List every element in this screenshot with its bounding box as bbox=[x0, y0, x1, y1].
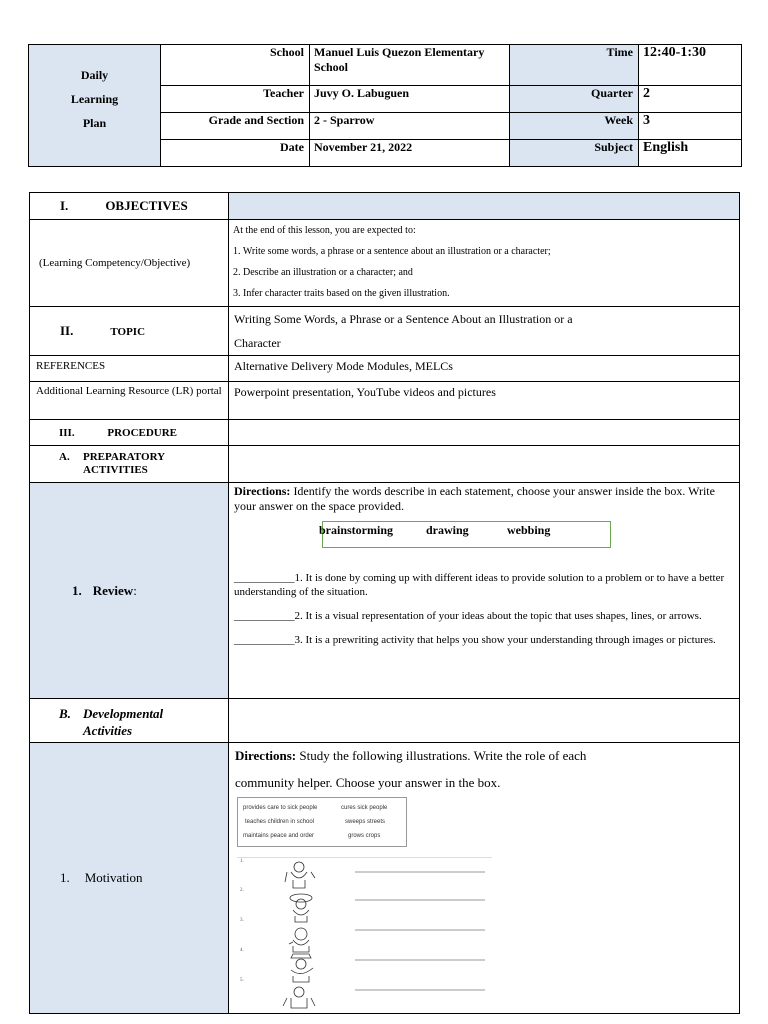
review-directions: Identify the words describe in each statement, choose your answer inside the box. Write your answer on the space provided. bbox=[234, 484, 715, 513]
helper-item-number: 1. bbox=[240, 859, 244, 864]
quarter-label: Quarter bbox=[510, 86, 639, 113]
role-choice: provides care to sick people bbox=[243, 805, 318, 811]
lesson-table bbox=[29, 192, 740, 1014]
week-label: Week bbox=[510, 113, 639, 140]
motivation-directions-label: Directions: bbox=[235, 748, 297, 763]
topic-number: II. bbox=[60, 323, 74, 338]
developmental-line: Activities bbox=[83, 723, 133, 738]
motivation-number: 1. bbox=[60, 870, 70, 885]
motivation-label-cell bbox=[30, 743, 229, 1014]
procedure-number: III. bbox=[59, 426, 75, 439]
topic-line: Writing Some Words, a Phrase or a Sentence About an Illustration or a bbox=[234, 312, 573, 326]
teacher-value: Juvy O. Labuguen bbox=[310, 86, 510, 113]
dlp-title-line: Daily bbox=[80, 68, 109, 82]
word-bank-item: drawing bbox=[426, 523, 469, 537]
objective-item: 3. Infer character traits based on the given illustration. bbox=[233, 288, 450, 299]
lr-value: Powerpoint presentation, YouTube videos and pictures bbox=[229, 382, 740, 420]
motivation-directions-line: community helper. Choose your answer in the box. bbox=[235, 775, 501, 790]
review-item-text: 2. It is a visual representation of your ideas about the topic that uses shapes, lines, or arrows. bbox=[294, 610, 702, 622]
lr-label: Additional Learning Resource (LR) portal bbox=[30, 382, 229, 420]
school-label: School bbox=[161, 45, 310, 86]
teacher-label: Teacher bbox=[161, 86, 310, 113]
grade-value: 2 - Sparrow bbox=[310, 113, 510, 140]
objectives-heading: OBJECTIVES bbox=[105, 198, 188, 213]
school-value: Manuel Luis Quezon Elementary School bbox=[310, 45, 510, 86]
review-content bbox=[229, 483, 740, 699]
review-colon: : bbox=[133, 582, 137, 598]
helper-item-number: 4. bbox=[240, 948, 244, 953]
role-choice: teaches children in school bbox=[245, 819, 315, 825]
week-value: 3 bbox=[639, 113, 742, 140]
preparatory-line: PREPARATORY bbox=[83, 451, 166, 463]
objectives-content bbox=[229, 220, 740, 307]
review-directions-label: Directions: bbox=[234, 484, 291, 498]
time-value: 12:40-1:30 bbox=[639, 45, 742, 86]
preparatory-line: ACTIVITIES bbox=[83, 464, 148, 476]
competency-cell bbox=[30, 220, 229, 307]
review-item bbox=[234, 609, 734, 623]
objectives-header-fill bbox=[229, 193, 740, 220]
competency-label: (Learning Competency/Objective) bbox=[39, 257, 191, 269]
header-table bbox=[28, 44, 742, 167]
answer-blank: ___________ bbox=[234, 634, 295, 646]
role-choice: cures sick people bbox=[341, 805, 388, 811]
subject-value: English bbox=[639, 140, 742, 167]
date-value: November 21, 2022 bbox=[310, 140, 510, 167]
objectives-number: I. bbox=[60, 198, 69, 213]
dlp-title-cell bbox=[29, 45, 161, 167]
preparatory-cell bbox=[30, 446, 229, 483]
objectives-intro: At the end of this lesson, you are expected to: bbox=[233, 225, 416, 236]
helper-item-number: 5. bbox=[240, 978, 244, 983]
procedure-cell bbox=[30, 420, 229, 446]
dlp-title-line: Plan bbox=[82, 116, 107, 130]
community-helpers-illustration bbox=[237, 857, 492, 1010]
date-label: Date bbox=[161, 140, 310, 167]
dlp-title-line: Learning bbox=[70, 92, 119, 106]
answer-blank: ___________ bbox=[234, 610, 295, 622]
objective-item: 2. Describe an illustration or a character; and bbox=[233, 267, 413, 278]
objective-item: 1. Write some words, a phrase or a sentence about an illustration or a character; bbox=[233, 246, 551, 257]
role-choice: sweeps streets bbox=[345, 819, 386, 825]
word-bank-item: brainstorming bbox=[319, 523, 394, 537]
topic-heading-cell bbox=[30, 307, 229, 356]
references-value: Alternative Delivery Mode Modules, MELCs bbox=[229, 356, 740, 382]
preparatory-empty-cell bbox=[229, 446, 740, 483]
review-item bbox=[234, 571, 734, 599]
role-choice: grows crops bbox=[348, 833, 381, 839]
grade-label: Grade and Section bbox=[161, 113, 310, 140]
review-number: 1. bbox=[72, 582, 82, 598]
subject-label: Subject bbox=[510, 140, 639, 167]
developmental-number: B. bbox=[59, 706, 71, 721]
word-bank-item: webbing bbox=[507, 523, 551, 537]
developmental-empty-cell bbox=[229, 699, 740, 743]
review-item bbox=[234, 633, 734, 647]
motivation-content bbox=[229, 743, 740, 1014]
topic-heading: TOPIC bbox=[110, 326, 146, 338]
answer-blank: ___________ bbox=[234, 572, 295, 584]
review-label-cell bbox=[30, 483, 229, 699]
role-choice: maintains peace and order bbox=[243, 833, 315, 839]
review-item-text: 3. It is a prewriting activity that helps you show your understanding through images or pictures. bbox=[294, 634, 716, 646]
references-label: REFERENCES bbox=[30, 356, 229, 382]
procedure-empty-cell bbox=[229, 420, 740, 446]
developmental-cell bbox=[30, 699, 229, 743]
motivation-directions: Study the following illustrations. Write the role of each bbox=[296, 748, 587, 763]
review-label: Review bbox=[92, 582, 134, 598]
preparatory-number: A. bbox=[59, 451, 70, 463]
time-label: Time bbox=[510, 45, 639, 86]
topic-content bbox=[229, 307, 740, 356]
helper-item-number: 2. bbox=[240, 888, 244, 893]
developmental-line: Developmental bbox=[83, 706, 164, 721]
objectives-heading-cell bbox=[30, 193, 229, 220]
helper-item-number: 3. bbox=[240, 918, 244, 923]
word-bank-box bbox=[319, 521, 611, 548]
quarter-value: 2 bbox=[639, 86, 742, 113]
roles-choice-box bbox=[237, 797, 407, 847]
helpers-drawing bbox=[237, 858, 492, 1010]
review-item-text: 1. It is done by coming up with different ideas to provide solution to a problem or to have a better understanding of the situation. bbox=[234, 572, 725, 598]
procedure-heading: PROCEDURE bbox=[107, 426, 178, 439]
motivation-label: Motivation bbox=[84, 870, 143, 885]
topic-line: Character bbox=[234, 336, 281, 350]
